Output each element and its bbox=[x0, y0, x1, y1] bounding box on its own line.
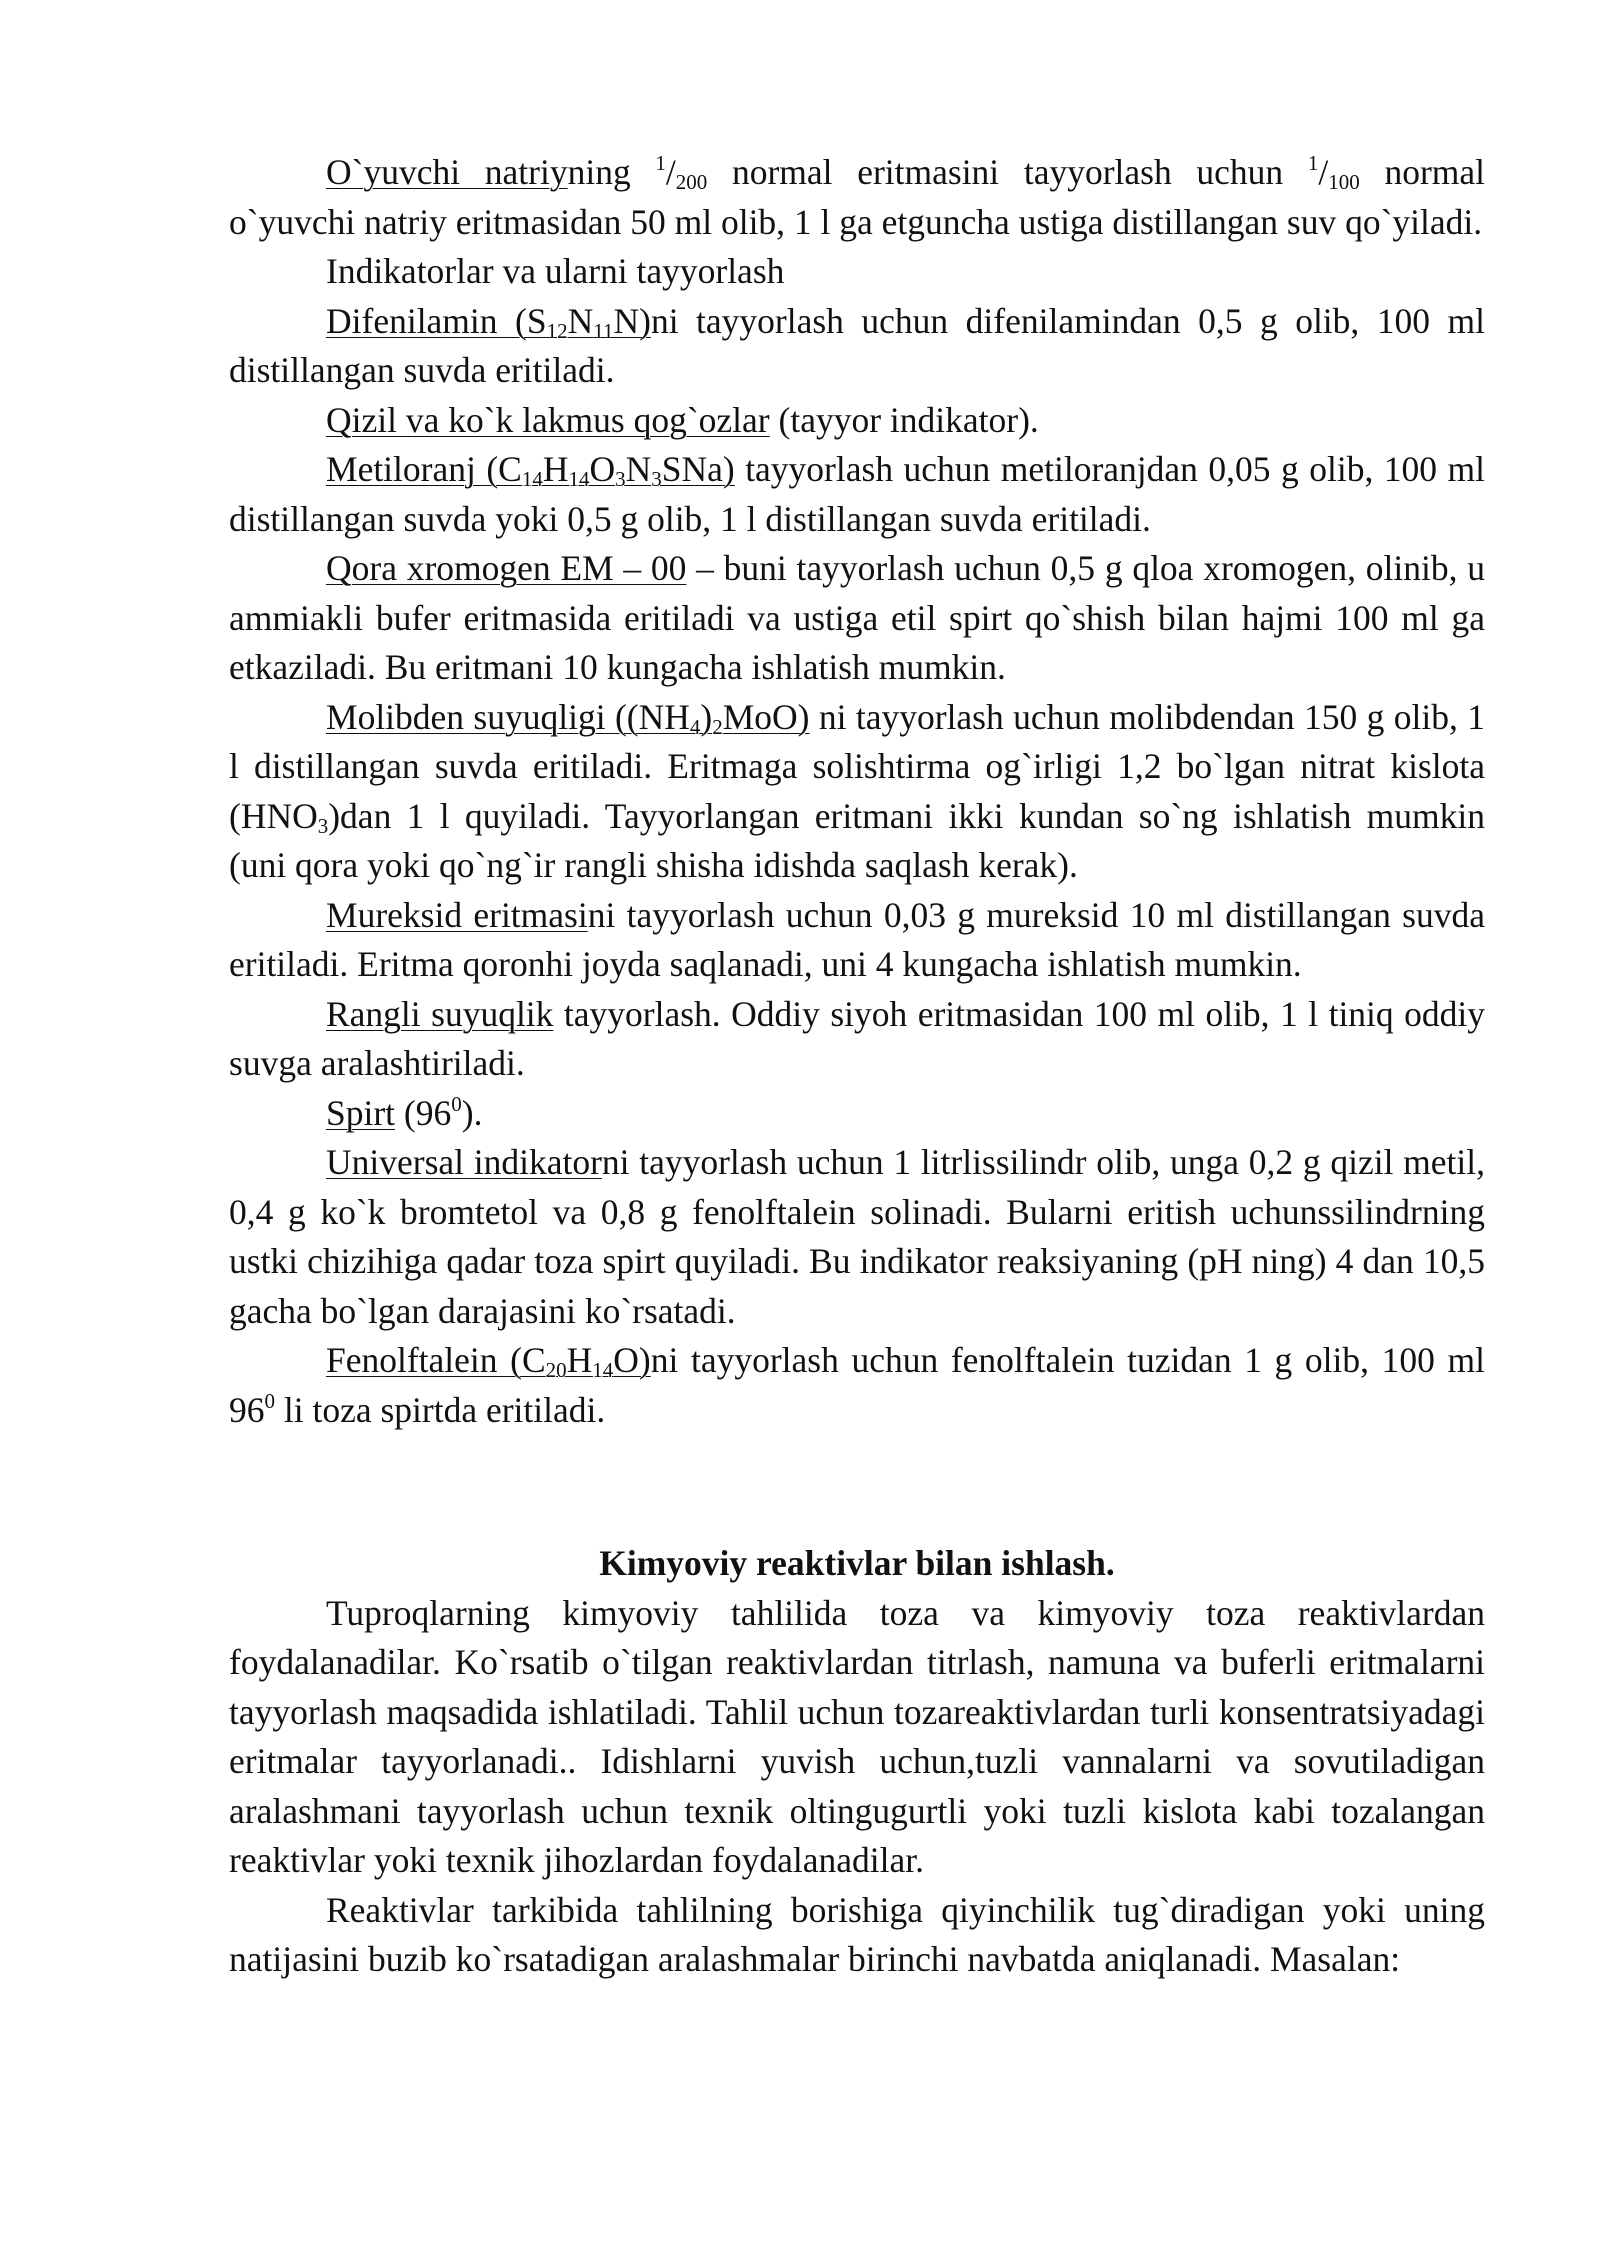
paragraph-molybdenum-liquid: Molibden suyuqligi $((NH_4)_2MoO)$ ni tayyorlash uchun molibdendan 150 g olib, 1 l distillangan suvda eritiladi. Eritmaga solishtirma og`irligi 1,2 bo`lgan nitrat kislota $(HNO_3)dan$ 1 l quyiladi. Tayyorlangan eritmani ikki kundan so`ng ishlatish mumkin (uni qora yoki qo`ng`ir rangli shisha idishda saqlash kerak). bbox=[229, 696, 1485, 885]
underlined-term: Mureksid eritmasi bbox=[326, 894, 588, 935]
paragraph-sodium-hydroxide: O`yuvchi natriyning $^1/_{200}$ normal eritmasini tayyorlash uchun $^1/_{100}$ normal o`yuvchi natriy eritmasidan 50 ml olib, 1 l ga etguncha ustiga distillangan suv qo`yiladi. bbox=[229, 151, 1485, 242]
paragraph-methyl-orange: Metiloranj $(C_{14}H_{14}O_3N_3SNa)$ tayyorlash uchun metiloranjdan 0,05 g olib, 100 ml distillangan suvda yoki 0,5 g olib, 1 l distillangan suvda eritiladi. bbox=[229, 449, 1485, 539]
vertical-spacer bbox=[229, 1435, 1485, 1539]
paragraph-black-chromogen: Qora xromogen EM – 00 – buni tayyorlash uchun 0,5 g qloa xromogen, olinib, u ammiakli bufer eritmasida eritiladi va ustiga etil spirt qo`shish bilan hajmi 100 ml ga etkaziladi. Bu eritmani 10 kungacha ishlatish mumkin. bbox=[229, 548, 1485, 687]
paragraph-impurities: Reaktivlar tarkibida tahlilning borishiga qiyinchilik tug`diradigan yoki uning natijasini buzib ko`rsatadigan aralashmalar birinchi navbatda aniqlanadi. Masalan: bbox=[229, 1889, 1485, 1979]
paragraph-murexide: Mureksid eritmasini tayyorlash uchun 0,03 g mureksid 10 ml distillangan suvda eritiladi. Eritma qoronhi joyda saqlanadi, uni 4 kungacha ishlatish mumkin. bbox=[229, 894, 1485, 984]
paragraph-universal-indicator: Universal indikatorni tayyorlash uchun 1 litrlissilindr olib, unga 0,2 g qizil metil, 0,4 g ko`k bromtetol va 0,8 g fenolftalein solinadi. Bularni eritish uchunssilindrning ustki chizihiga qadar toza spirt quyiladi. Bu indikator reaksiyaning (pH ning) 4 dan 10,5 gacha bo`lgan darajasini ko`rsatadi. bbox=[229, 1142, 1485, 1331]
section-subtitle-indicators: Indikatorlar va ularni tayyorlash bbox=[326, 251, 785, 291]
underlined-term: Qora xromogen EM – 00 bbox=[326, 548, 687, 588]
underlined-term: Molibden suyuqligi $((NH_4)_2MoO)$ bbox=[326, 696, 810, 739]
underlined-term: Fenolftalein $(C_{20}H_{14}O)$ bbox=[326, 1340, 651, 1382]
underlined-term: Rangli suyuqlik bbox=[326, 993, 554, 1034]
underlined-term: Metiloranj $(C_{14}H_{14}O_3N_3SNa)$ bbox=[326, 449, 735, 491]
underlined-term: Spirt bbox=[326, 1092, 396, 1133]
underlined-term: Universal indikator bbox=[326, 1142, 602, 1182]
document-page bbox=[229, 148, 1485, 1985]
underlined-term: Difenilamin $(S_{12}N_{11}N)$ bbox=[326, 300, 651, 343]
paragraph-diphenylamine: Difenilamin $(S_{12}N_{11}N)ni$ tayyorlash uchun difenilamindan 0,5 g olib, 100 ml distillangan suvda eritiladi. bbox=[229, 300, 1486, 390]
paragraph-reagent-usage: Tuproqlarning kimyoviy tahlilida toza va kimyoviy toza reaktivlardan foydalanadilar. Ko`rsatib o`tilgan reaktivlardan titrlash, namuna va buferli eritmalarni tayyorlash maqsadida ishlatiladi. Tahlil uchun tozareaktivlardan turli konsentratsiyadagi eritmalar tayyorlanadi.. Idishlarni yuvish uchun,tuzli vannalarni va sovutiladigan aralashmani tayyorlash uchun texnik oltingugurtli yoki tuzli kislota kabi tozalangan reaktivlar yoki texnik jihozlardan foydalanadilar. bbox=[229, 1592, 1485, 1880]
underlined-term: Qizil va ko`k lakmus qog`ozlar bbox=[326, 399, 770, 440]
paragraph-phenolphthalein: Fenolftalein $(C_{20}H_{14}O)ni$ tayyorlash uchun fenolftalein tuzidan 1 g olib, 100 ml $96^0$ li toza spirtda eritiladi. bbox=[229, 1340, 1485, 1430]
underlined-term: O`yuvchi natriy bbox=[326, 152, 568, 192]
paragraph-litmus-paper: Qizil va ko`k lakmus qog`ozlar (tayyor indikator). bbox=[326, 399, 1039, 440]
section-heading: Kimyoviy reaktivlar bilan ishlash. bbox=[599, 1543, 1115, 1583]
paragraph-colored-liquid: Rangli suyuqlik tayyorlash. Oddiy siyoh eritmasidan 100 ml olib, 1 l tiniq oddiy suvga aralashtiriladi. bbox=[229, 993, 1485, 1083]
paragraph-spirit: Spirt $(96^0)$. bbox=[326, 1091, 483, 1133]
